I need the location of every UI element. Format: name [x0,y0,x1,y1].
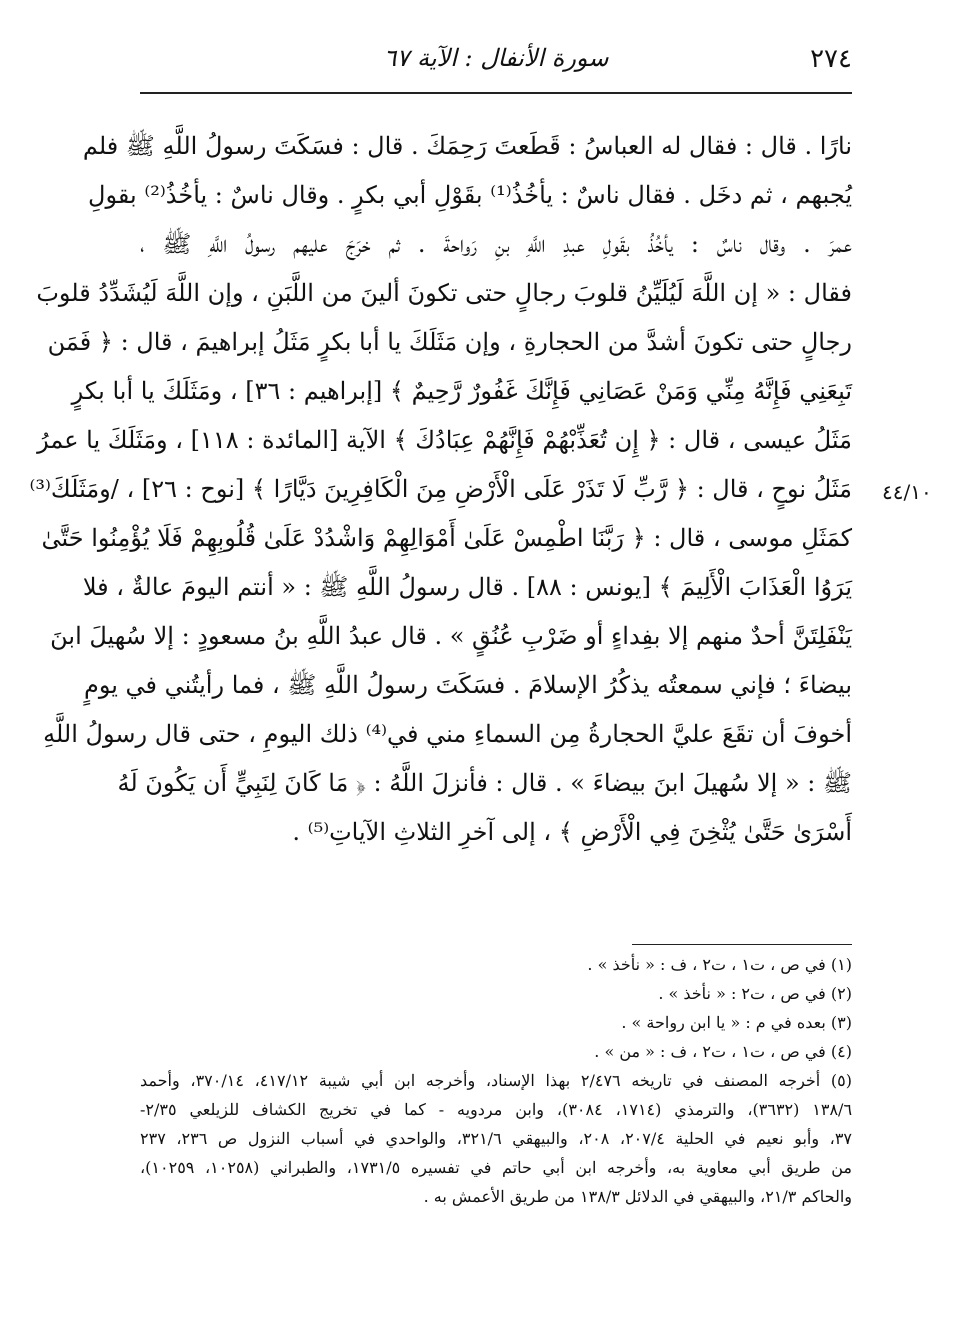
footnote-continuation: من طريق أبي معاوية به، وأخرجه ابن أبي حاتم في تفسيره ١٧٣١/٥، والطبراني (١٠٢٥٨، ١٠٢٥٩)، [140,1158,853,1177]
body-line: كمَثَلِ موسى ، قال : ﴿ رَبَّنَا اطْمِسْ عَلَىٰ أَمْوَالِهِمْ وَاشْدُدْ عَلَىٰ قُلُوبِهِمْ فَلَا يُؤْمِنُوا حَتَّىٰ [41,524,852,552]
body-line: نارًا . قال : فقال له العباسُ : قَطَعتَ رَحِمَكَ . قال : فسَكَتَ رسولُ اللَّهِ ﷺ فلم [82,132,852,160]
body-line: رجالٍ حتى تكونَ أشدَّ من الحجارةِ ، وإن مَثَلَكَ يا أبا بكرٍ مَثَلُ إبراهيمَ ، قال : ﴿ فَمَن [47,328,852,356]
body-line: أَسْرَىٰ حَتَّىٰ يُثْخِنَ فِي الْأَرْضِ ﴾ ، إلى آخرِ الثلاثِ الآياتِ⁽⁵⁾ . [292,818,852,846]
running-title: سورة الأنفال : الآية ٦٧ [383,44,609,72]
body-line: يَنْفَلِتَنَّ أحدٌ منهم إلا بفِداءٍ أو ضَرْبِ عُنُقٍ » . قال عبدُ اللَّهِ بنُ مسعودٍ : إلا سُهيلَ ابنَ [50,622,852,650]
body-line: يَرَوُا الْعَذَابَ الْأَلِيمَ ﴾ [يونس : ٨٨] . قال رسولُ اللَّهِ ﷺ : « أنتم اليومَ عالةٌ ، فلا [82,573,852,601]
body-line: ﷺ : « إلا سُهيلَ ابنَ بيضاءَ » . قال : فأنزلَ اللَّهُ : ﴿ مَا كَانَ لِنَبِيٍّ أَن يَكُونَ لَهُ [117,769,852,797]
footnote: (٤) في ص ، ت١ ، ت٢ ، ف : « من » . [594,1042,852,1061]
header-rule [140,92,852,94]
footnote-continuation: والحاكم ٢١/٣، والبيهقي في الدلائل ١٣٨/٣ من طريق الأعمش به . [423,1187,852,1206]
footnote: (٣) بعده في م : « يا ابن رواحة » . [621,1013,852,1032]
footnote: (٢) في ص ، ت٢ : « نأخذ » . [658,984,852,1003]
footnote-separator [632,944,852,945]
footnote: (٥) أخرجه المصنف في تاريخه ٢/٤٧٦ بهذا الإسناد، وأخرجه ابن أبي شيبة ٤١٧/١٢، ٣٧٠/١٤، وأحمد [140,1071,853,1090]
margin-note: ٤٤/١٠ [882,480,932,504]
footnote-continuation: ٣٧، وأبو نعيم في الحلية ٢٠٧/٤، ٢٠٨، والبيهقي ٣٢١/٦، والواحدي في أسباب النزول ص ٢٣٦، ٢٣٧ [140,1129,853,1148]
body-line: يُجبهم ، ثم دخَل . فقال ناسٌ : يأخُذُ⁽¹⁾ بقَوْلِ أبي بكرٍ . وقال ناسٌ : يأخُذُ⁽²⁾ بقولِ [88,181,852,209]
footnote: (١) في ص ، ت١ ، ت٢ ، ف : « نأخذ » . [587,955,852,974]
page-header [140,38,852,88]
body-line: تَبِعَنِي فَإِنَّهُ مِنِّي وَمَنْ عَصَانِي فَإِنَّكَ غَفُورٌ رَّحِيمٌ ﴾ [إبراهيم : ٣٦] ، ومَثَلَكَ يا أبا بكرٍ [71,377,852,405]
body-line: فقال : « إن اللَّهَ لَيُلَيِّنُ قلوبَ رجالٍ حتى تكونَ ألينَ من اللَّبَنِ ، وإن اللَّهَ لَيُشَدِّدُ قلوبَ [36,279,852,307]
footnotes [140,950,852,1211]
footnote-continuation: ١٣٨/٦ (٣٦٣٢)، والترمذي (١٧١٤، ٣٠٨٤)، وابن مردويه - كما في تخريج الكشاف للزيلعي ٢/٣٥- [140,1100,853,1119]
body-line: عمرَ . وقال ناسٌ : يأخُذُ بقَولِ عبدِ اللَّهِ بنِ رَواحةَ . ثم خرَجَ عليهم رسولُ اللَّهِ ﷺ ، [140,230,852,258]
body-text [29,122,852,857]
page-number: ٢٧٤ [810,44,852,74]
body-line: مَثَلُ نوحٍ ، قال : ﴿ رَّبِّ لَا تَذَرْ عَلَى الْأَرْضِ مِنَ الْكَافِرِينَ دَيَّارًا ﴾ [نوح : ٢٦] ، /ومَثَلَكَ⁽³⁾ [29,475,852,503]
body-line: بيضاءَ ؛ فإني سمعتُه يذكُرُ الإسلامَ . فسَكَتَ رسولُ اللَّهِ ﷺ ، فما رأيتُني في يومٍ [83,671,852,699]
body-line: مَثَلُ عيسى ، قال : ﴿ إِن تُعَذِّبْهُمْ فَإِنَّهُمْ عِبَادُكَ ﴾ الآية [المائدة : ١١٨] ، ومَثَلَكَ يا عمرُ [37,426,852,454]
body-line: أخوفَ أن تقَعَ عليَّ الحجارةُ مِن السماءِ مني في⁽⁴⁾ ذلك اليومِ ، حتى قال رسولُ اللَّهِ [43,720,852,748]
